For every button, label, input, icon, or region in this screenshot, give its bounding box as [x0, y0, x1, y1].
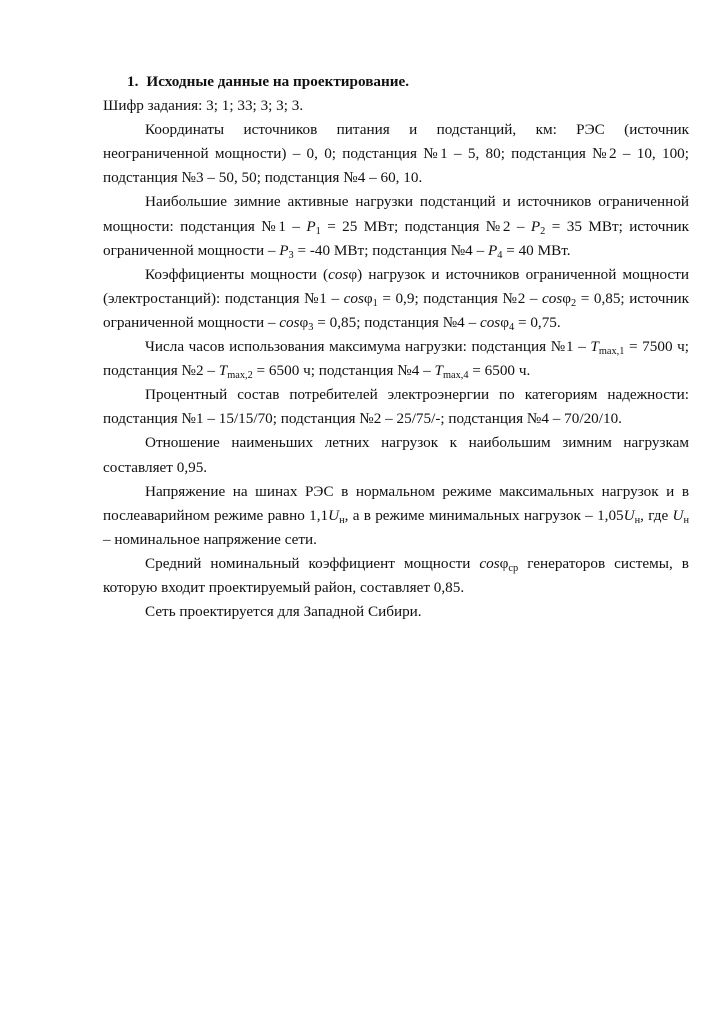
- u-symbol: U: [672, 506, 684, 524]
- voltage-text: , а в режиме минимальных нагрузок – 1,05: [344, 506, 624, 524]
- section-heading: [103, 70, 689, 94]
- tmax-text: Числа часов использования максимума нагрузки: подстанция №1 –: [145, 338, 591, 356]
- cos-symbol: cos: [343, 289, 364, 307]
- p1-subscript: 1: [315, 225, 321, 237]
- phi-symbol: φ: [562, 289, 572, 307]
- voltage-text: – номинальное напряжение сети.: [103, 530, 317, 548]
- tmax-subscript: max,2: [227, 370, 253, 382]
- phi-symbol: φ: [363, 289, 373, 307]
- tmax-text: = 6500 ч.: [468, 362, 531, 380]
- u-subscript: н: [634, 514, 641, 526]
- cos-symbol: cos: [542, 289, 563, 307]
- gen-subscript: ср: [508, 562, 519, 574]
- u-subscript: н: [683, 514, 689, 526]
- pf-subscript: 3: [308, 321, 314, 333]
- tmax-text: = 7500 ч; подстанция №2 –: [103, 338, 689, 380]
- t-symbol: T: [218, 362, 228, 380]
- loads-text: = 35 МВт; источник ограниченной мощности –: [103, 217, 690, 259]
- t-symbol: T: [590, 338, 599, 356]
- loads-text: = -40 МВт; подстанция №4 –: [293, 241, 488, 259]
- u-symbol: U: [328, 506, 340, 524]
- cos-symbol: cos: [479, 313, 501, 331]
- u-symbol: U: [623, 506, 635, 524]
- p3-symbol: P: [279, 241, 289, 259]
- tmax-text: = 6500 ч; подстанция №4 –: [252, 362, 435, 380]
- pf-text: = 0,9; подстанция №2 –: [377, 289, 542, 307]
- pf-text: = 0,85; подстанция №4 –: [313, 313, 480, 331]
- phi-symbol: φ: [500, 313, 509, 331]
- phi-symbol: φ: [348, 265, 358, 283]
- cos-symbol: cos: [279, 313, 300, 331]
- coordinates-paragraph: Координаты источников питания и подстанций, км: РЭС (источник неограниченной мощности) – 0, 0; подстанция №1 – 5, 80; подстанция №2 – 10, 100; подстанция №3 – 50, 50; подстанция №4 – 60, 10.: [103, 121, 689, 187]
- pf-subscript: 4: [508, 321, 515, 333]
- document-body: [103, 70, 689, 624]
- generator-pf-paragraph: [103, 552, 689, 600]
- phi-symbol: φ: [299, 313, 309, 331]
- voltage-paragraph: [103, 480, 689, 552]
- power-factor-paragraph: [103, 263, 689, 335]
- p4-subscript: 4: [497, 249, 503, 261]
- task-code-line: Шифр задания: 3; 1; 33; 3; 3; 3.: [103, 97, 304, 115]
- pf-text: Коэффициенты мощности (: [145, 265, 329, 283]
- region-paragraph: Сеть проектируется для Западной Сибири.: [145, 603, 422, 621]
- p3-subscript: 3: [288, 249, 294, 261]
- tmax-paragraph: [103, 335, 689, 383]
- cos-symbol: cos: [328, 265, 349, 283]
- u-subscript: н: [339, 514, 345, 526]
- loads-text: = 25 МВт; подстанция №2 –: [320, 217, 531, 235]
- pf-text: ) нагрузок и источников ограниченной мощности (электростанций): подстанция №1 –: [103, 265, 689, 307]
- cos-symbol: cos: [479, 554, 500, 572]
- phi-symbol: φ: [499, 554, 509, 572]
- section-number: 1.: [127, 73, 139, 90]
- summer-ratio-paragraph: Отношение наименьших летних нагрузок к наибольшим зимним нагрузкам составляет 0,95.: [103, 434, 689, 476]
- pf-text: = 0,85; источник ограниченной мощности –: [103, 289, 689, 331]
- pf-text: = 0,75.: [514, 313, 561, 331]
- section-title: Исходные данные на проектирование.: [146, 73, 410, 90]
- loads-text: = 40 МВт.: [502, 241, 571, 259]
- categories-paragraph: Процентный состав потребителей электроэнергии по категориям надежности: подстанция №1 – 15/15/70; подстанция №2 – 25/75/-; подстанция №4 – 70/20/10.: [103, 386, 689, 428]
- p2-subscript: 2: [540, 225, 546, 237]
- t-symbol: T: [434, 362, 443, 380]
- p1-symbol: P: [306, 217, 316, 235]
- pf-subscript: 1: [372, 297, 378, 309]
- p4-symbol: P: [487, 241, 498, 259]
- loads-paragraph: [103, 190, 689, 262]
- gen-text: Средний номинальный коэффициент мощности: [145, 554, 480, 572]
- loads-text: Наибольшие зимние активные нагрузки подстанций и источников ограниченной мощности: подстанция №1 –: [103, 193, 689, 235]
- pf-subscript: 2: [571, 297, 577, 309]
- voltage-text: , где: [640, 506, 673, 524]
- voltage-text: Напряжение на шинах РЭС в нормальном режиме максимальных нагрузок и в послеаварийном режиме равно 1,1: [103, 482, 689, 524]
- p2-symbol: P: [530, 217, 541, 235]
- tmax-subscript: max,4: [442, 370, 469, 382]
- gen-text: генераторов системы, в которую входит проектируемый район, составляет 0,85.: [103, 554, 689, 596]
- tmax-subscript: max,1: [598, 345, 625, 357]
